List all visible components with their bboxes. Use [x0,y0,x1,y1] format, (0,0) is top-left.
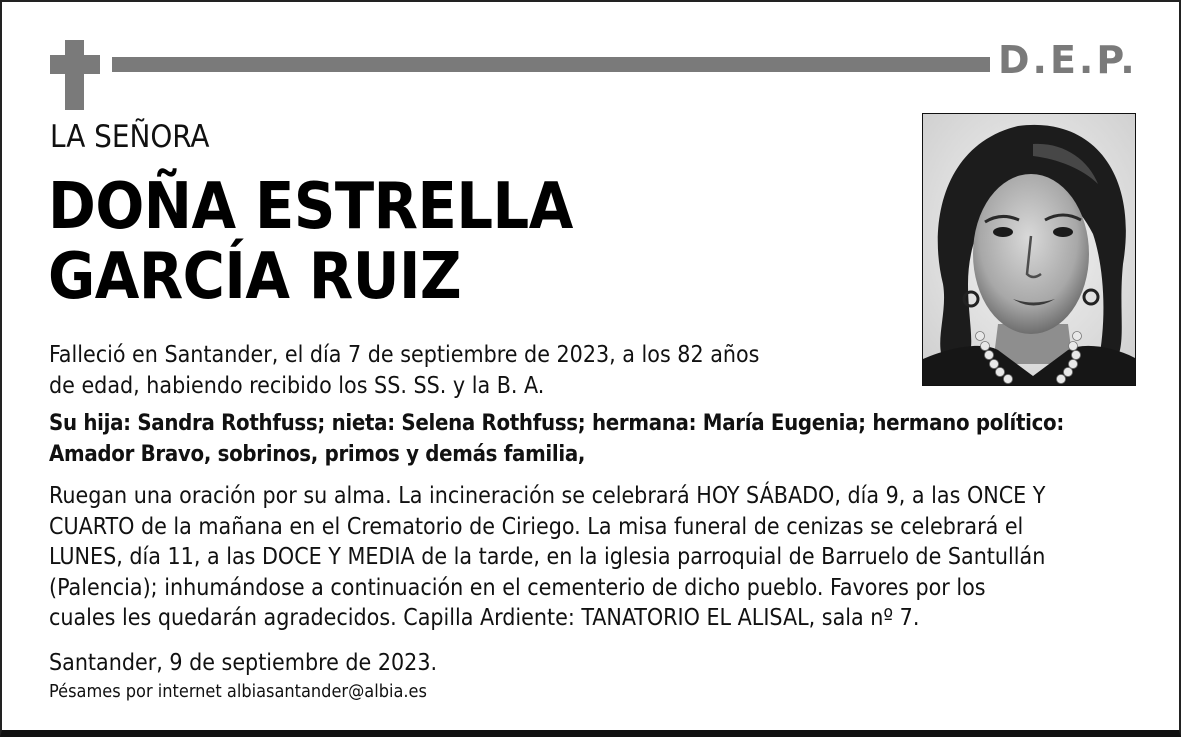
place-date: Santander, 9 de septiembre de 2023. [49,650,438,676]
death-line-1: Falleció en Santander, el día 7 de septiembre de 2023, a los 82 años [49,342,760,368]
cross-icon-bar [50,55,100,74]
request-line-2: CUARTO de la mañana en el Crematorio de Ciriego. La misa funeral de cenizas se celebrará el [49,513,1024,540]
cross-icon [65,40,84,110]
name-line-2: GARCÍA RUIZ [48,240,462,314]
family-list [49,408,1139,470]
death-line-2: de edad, habiendo recibido los SS. SS. y la B. A. [49,372,545,399]
request-line-1: Ruegan una oración por su alma. La incineración se celebrará HOY SÁBADO, día 9, a las ONCE Y [49,483,1046,509]
ceremony-details [49,481,1149,634]
request-line-3: LUNES, día 11, a las DOCE Y MEDIA de la tarde, en la iglesia parroquial de Barruelo de Santullán [49,544,1046,570]
request-line-4: (Palencia); inhumándose a continuación en el cementerio de dicho pueblo. Favores por los [49,574,986,601]
name-line-1: DOÑA ESTRELLA [48,170,573,244]
dep-label: D.E.P. [998,38,1138,82]
honorific: LA SEÑORA [50,119,210,155]
deceased-name [48,172,573,312]
family-line-2: Amador Bravo, sobrinos, primos y demás familia, [49,442,586,467]
family-line-1: Su hija: Sandra Rothfuss; nieta: Selena Rothfuss; hermana: María Eugenia; hermano político: [49,411,1064,436]
condolences-line: Pésames por internet albiasantander@albia.es [49,681,427,702]
header-rule [112,57,990,72]
request-line-5: cuales les quedarán agradecidos. Capilla Ardiente: TANATORIO EL ALISAL, sala nº 7. [49,605,920,631]
death-notice [49,340,849,401]
portrait-photo [922,113,1136,386]
